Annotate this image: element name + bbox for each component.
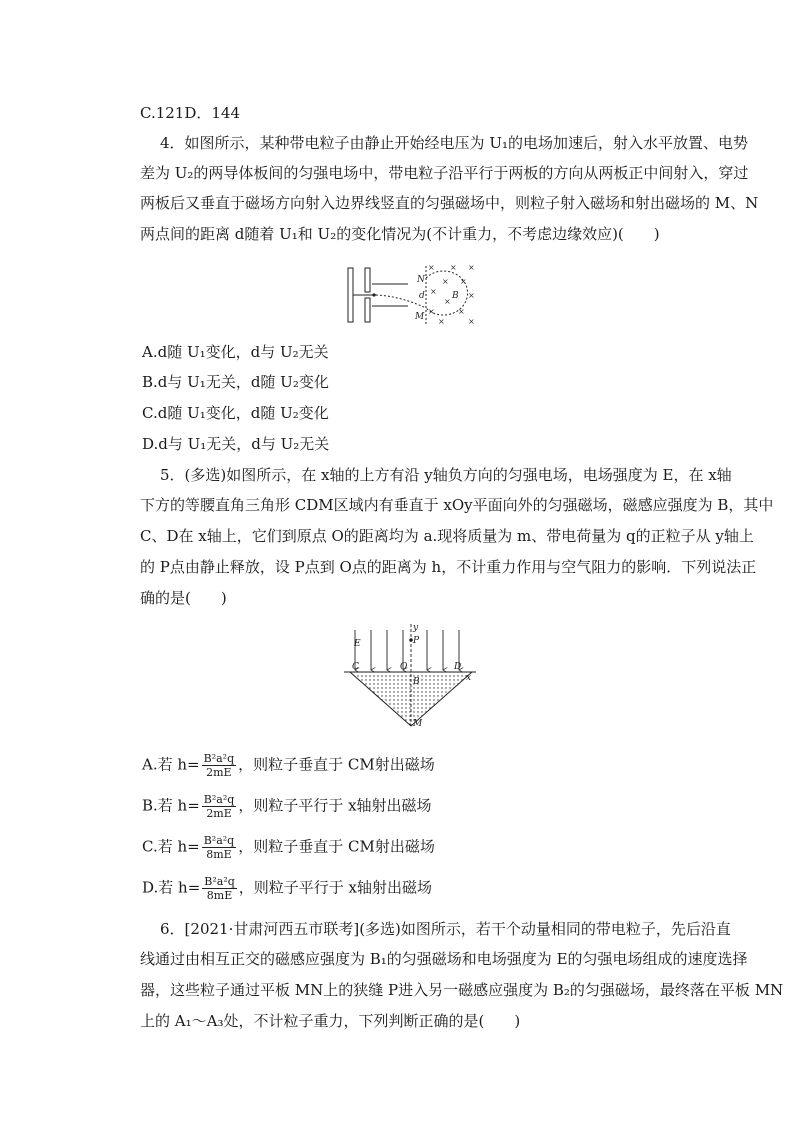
q5-option-a[interactable]: A.若 h= $\frac{\text{B²a²q}}{2mE}$ ，则粒子垂直于 CM射出磁场 — [142, 752, 435, 779]
q6-stem-line-3: 器，这些粒子通过平板 MN上的狭缝 P进入另一磁感应强度为 B₂的匀强磁场，最终落在平板 MN — [140, 981, 784, 999]
q5-stem-line-2: 下方的等腰直角三角形 CDM区域内有垂直于 xOy平面向外的匀强磁场，磁感应强度为 B，其中 — [140, 496, 774, 514]
q6-stem-line-4: 上的 A₁～A₃处，不计粒子重力，下列判断正确的是( ) — [140, 1012, 521, 1030]
label-m: M — [413, 719, 423, 729]
accelerating-plate-right-top — [365, 268, 370, 292]
svg-text:×: × — [468, 317, 475, 326]
svg-text:×: × — [460, 277, 467, 286]
svg-text:×: × — [438, 317, 445, 326]
q5-stem-line-5: 确的是( ) — [140, 589, 227, 607]
label-b: B — [452, 291, 459, 301]
svg-text:×: × — [450, 263, 457, 272]
q4-option-a[interactable]: A.d随 U₁变化，d与 U₂无关 — [142, 343, 329, 361]
svg-text:×: × — [468, 291, 475, 300]
svg-text:×: × — [442, 277, 449, 286]
label-b: B — [413, 677, 420, 687]
q4-stem-line-3: 两板后又垂直于磁场方向射入边界线竖直的匀强磁场中，则粒子射入磁场和射出磁场的 M、N — [140, 194, 759, 212]
label-e: E — [354, 639, 361, 649]
label-d: d — [419, 291, 425, 301]
q5-option-b[interactable]: B.若 h= $\frac{\text{B²a²q}}{2mE}$ ，则粒子平行于 x轴射出磁场 — [142, 793, 432, 820]
svg-text:×: × — [428, 263, 435, 272]
label-p: P — [413, 636, 420, 646]
q6-stem-line-2: 线通过由相互正交的磁感应强度为 B₁的匀强磁场和电场强度为 E的匀强电场组成的速度选择 — [140, 950, 748, 968]
q5-stem-line-3: C、D在 x轴上，它们到原点 O的距离均为 a.现将质量为 m、带电荷量为 q的正粒子从 y轴上 — [140, 527, 754, 545]
label-o: O — [400, 662, 408, 672]
particle-source — [372, 293, 375, 296]
q6-stem-line-1: 6．[2021·甘肃河西五市联考](多选)如图所示，若干个动量相同的带电粒子，先后沿直 — [160, 920, 731, 938]
q4-stem-line-4: 两点间的距离 d随着 U₁和 U₂的变化情况为(不计重力，不考虑边缘效应)( ) — [140, 225, 660, 243]
label-m: M — [415, 312, 425, 322]
label-x: x — [466, 673, 472, 683]
q4-option-d[interactable]: D.d与 U₁无关，d与 U₂无关 — [142, 435, 330, 453]
svg-text:×: × — [458, 307, 465, 316]
svg-text:×: × — [468, 263, 475, 272]
label-n: N — [417, 275, 425, 285]
q5-option-c[interactable]: C.若 h= $\frac{\text{B²a²q}}{8mE}$ ，则粒子垂直于 CM射出磁场 — [142, 834, 435, 861]
q5-stem-line-1: 5．(多选)如图所示，在 x轴的上方有沿 y轴负方向的匀强电场，电场强度为 E，在 x轴 — [160, 466, 732, 484]
label-d: D — [454, 662, 462, 672]
label-y: y — [413, 623, 419, 633]
q4-option-b[interactable]: B.d与 U₁无关，d随 U₂变化 — [142, 373, 329, 391]
q5-figure — [340, 622, 480, 732]
q5-stem-line-4: 的 P点由静止释放，设 P点到 O点的距离为 h，不计重力作用与空气阻力的影响．下列说法正 — [140, 558, 757, 576]
accelerating-plate-left — [348, 268, 353, 322]
svg-text:×: × — [430, 287, 437, 296]
prev-option-c: C.121D．144 — [140, 104, 240, 122]
accelerating-plate-right-bottom — [365, 298, 370, 322]
q4-stem-line-1: 4．如图所示，某种带电粒子由静止开始经电压为 U₁的电场加速后，射入水平放置、电势 — [160, 134, 748, 152]
svg-text:×: × — [444, 297, 451, 306]
svg-text:×: × — [428, 307, 435, 316]
q5-option-d[interactable]: D.若 h= $\frac{\text{B²a²q}}{8mE}$ ，则粒子平行于 x轴射出磁场 — [142, 875, 433, 902]
q4-option-c[interactable]: C.d随 U₁变化，d随 U₂变化 — [142, 404, 329, 422]
q4-stem-line-2: 差为 U₂的两导体板间的匀强电场中，带电粒子沿平行于两板的方向从两板正中间射入，穿过 — [140, 164, 749, 182]
label-c: C — [352, 662, 359, 672]
q4-figure — [340, 262, 480, 326]
